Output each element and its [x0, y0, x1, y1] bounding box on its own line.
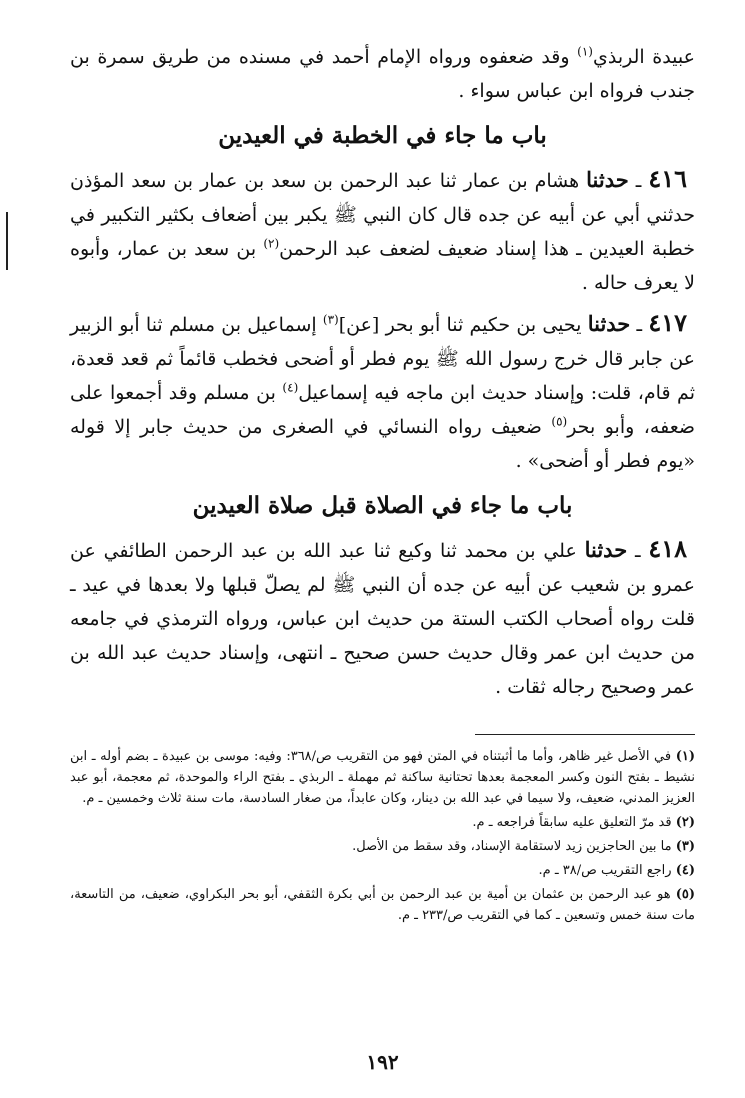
footnote-ref-5[interactable]: (٥): [551, 414, 568, 429]
hadith-number-417: ٤١٧: [648, 308, 687, 337]
hadith-416-text-a: هشام بن عمار ثنا عبد الرحمن بن سعد بن عمار بن سعد المؤذن حدثني أبي عن أبيه عن جده قال كان النبي ﷺ يكبر بين أضعاف بكثير التكبير في خطبة العيدين ـ هذا إسناد ضعيف لضعف عبد الرحمن: [70, 170, 695, 260]
narration-keyword: حدثنا: [586, 167, 629, 192]
dash: ـ: [628, 170, 649, 192]
hadith-418-text: علي بن محمد ثنا وكيع ثنا عبد الله بن عبد الرحمن الطائفي عن عمرو بن شعيب عن أبيه عن جده أن النبي ﷺ لم يصلّ قبلها ولا بعدها في عيد ـ قلت رواه أصحاب الكتب الستة من حديث ابن عباس، ورواه الترمذي في جامعه من حديث ابن عمر وقال حديث حسن صحيح ـ انتهى، وإسناد حديث عبد الله بن عمر وصحيح رجاله ثقات .: [70, 540, 695, 698]
hadith-418: [70, 532, 695, 704]
footnote-1: [70, 746, 695, 809]
footnote-ref-1[interactable]: (١): [577, 44, 593, 59]
footnote-number: (٣): [675, 839, 695, 854]
footnote-text: في الأصل غير ظاهر، وأما ما أثبتناه في المتن فهو من التقريب ص/٣٦٨: وفيه: موسى بن عبيدة ـ بضم أوله ـ ابن نشيط ـ بفتح النون وكسر المعجمة بعدها تحتانية ساكنة ثم مهملة ـ الربذي ـ بفتح الراء والموحدة، ثم معجمة، أبو عبد العزيز المدني، ضعيف، ولا سيما في عبد الله بن دينار، وكان عابداً، من صغار السادسة، مات سنة ثلاث وخمسين ـ م.: [70, 749, 695, 806]
footnote-5: [70, 884, 695, 926]
hadith-417-text-b: إسماعيل بن مسلم ثنا أبو الزبير عن جابر قال خرج رسول الله ﷺ يوم فطر أو أضحى فخطب قائماً ثم قعد قعدة، ثم قام، قلت: وإسناد حديث ابن ماجه فيه إسماعيل: [70, 314, 695, 404]
footnote-3: [70, 836, 695, 857]
footnote-text: هو عبد الرحمن بن عثمان بن أمية بن عبد الرحمن بن أبي بكرة الثقفي، أبو بحر البكراوي، ضعيف، من التاسعة، مات سنة خمس وتسعين ـ كما في التقريب ص/٢٣٣ ـ م.: [70, 887, 695, 923]
footnote-number: (٢): [675, 815, 695, 830]
footnote-text: راجع التقريب ص/٣٨ ـ م.: [538, 863, 676, 878]
hadith-number-418: ٤١٨: [648, 534, 687, 563]
hadith-number-416: ٤١٦: [648, 164, 687, 193]
dash: ـ: [627, 540, 649, 562]
footnote-divider: [475, 734, 695, 735]
hadith-417-text-d: ضعيف رواه النسائي في الصغرى من حديث جابر إلا قوله «يوم فطر أو أضحى» .: [70, 416, 695, 472]
footnote-2: [70, 812, 695, 833]
intro-text-b: وقد ضعفوه ورواه الإمام أحمد في مسنده من طريق سمرة بن جندب فرواه ابن عباس سواء .: [70, 46, 695, 102]
footnote-ref-2[interactable]: (٢): [263, 236, 280, 251]
narration-keyword: حدثنا: [587, 311, 631, 336]
footnote-text: قد مرّ التعليق عليه سابقاً فراجعه ـ م.: [472, 815, 676, 830]
hadith-417-text-c: بن مسلم وقد أجمعوا على ضعفه، وأبو بحر: [70, 382, 695, 438]
footnote-number: (٥): [675, 887, 695, 902]
margin-mark: [6, 212, 8, 270]
hadith-417-text-a: يحيى بن حكيم ثنا أبو بحر [عن]: [338, 314, 588, 336]
intro-text-a: عبيدة الربذي: [592, 46, 695, 68]
footnote-ref-4[interactable]: (٤): [282, 380, 299, 395]
dash: ـ: [630, 314, 649, 336]
section-heading-prayer: باب ما جاء في الصلاة قبل صلاة العيدين: [192, 492, 573, 519]
footnote-number: (٤): [675, 863, 695, 878]
hadith-417: [70, 306, 695, 478]
page-number: ١٩٢: [366, 1050, 399, 1074]
footnote-4: [70, 860, 695, 881]
intro-paragraph: [70, 40, 695, 108]
section-heading-sermon: باب ما جاء في الخطبة في العيدين: [218, 122, 547, 149]
footnotes: [70, 746, 695, 929]
document-page: [70, 40, 695, 1098]
hadith-416-text-b: بن سعد بن عمار، وأبوه لا يعرف حاله .: [70, 238, 695, 294]
footnote-number: (١): [675, 749, 695, 764]
footnote-ref-3[interactable]: (٣): [322, 312, 339, 327]
narration-keyword: حدثنا: [584, 537, 628, 562]
hadith-416: [70, 162, 695, 300]
footnote-text: ما بين الحاجزين زيد لاستقامة الإسناد، وقد سقط من الأصل.: [352, 839, 676, 854]
